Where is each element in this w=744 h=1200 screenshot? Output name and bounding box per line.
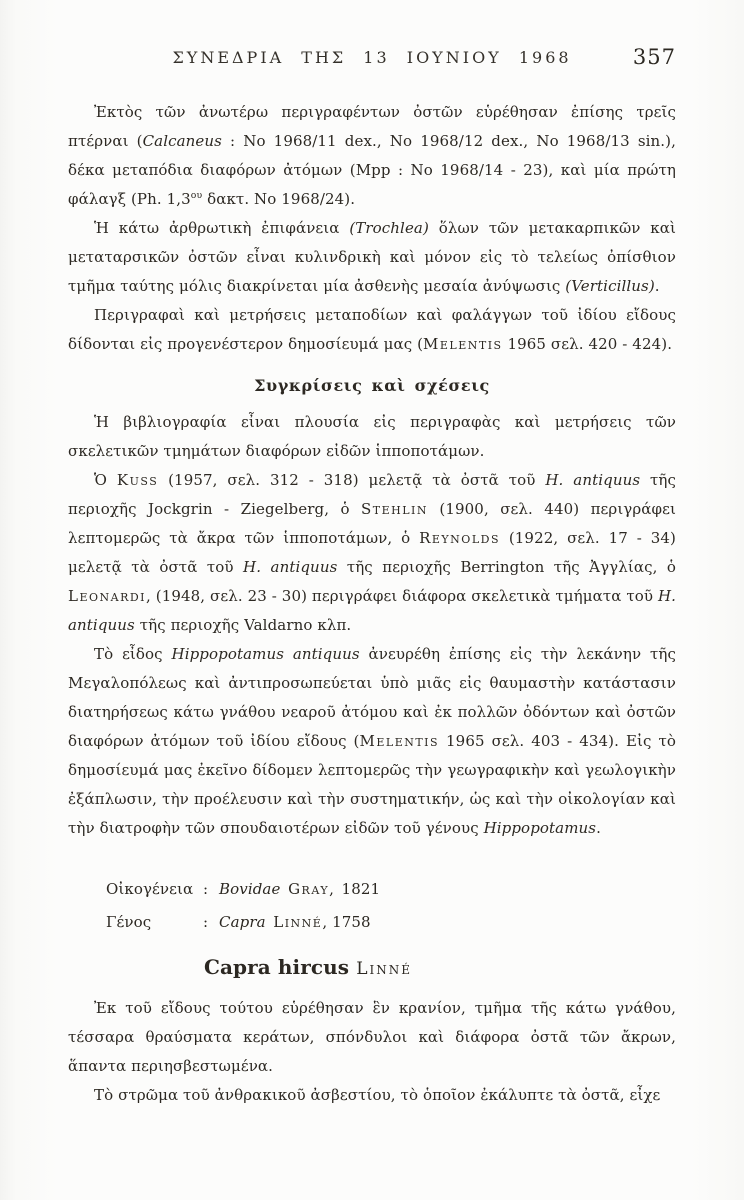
paragraph xyxy=(68,301,676,359)
text-segment: Τὸ στρῶμα τοῦ ἀνθρακικοῦ ἀσβεστίου, τὸ ὁποῖον ἐκάλυπτε τὰ ὀστᾶ, εἶχε xyxy=(94,1086,661,1104)
text-segment: δακτ. No 1968/24). xyxy=(202,190,356,208)
taxonomy-rank-label: Οἰκογένεια xyxy=(106,880,194,898)
text-segment: Bovidae xyxy=(219,880,281,898)
text-segment xyxy=(280,880,288,898)
text-segment: Περιγραφαὶ καὶ μετρήσεις μεταποδίων καὶ φαλάγγων τοῦ ἰδίου εἴδους δίδονται εἰς προγενέστερον δημοσίευμά μας ( xyxy=(68,306,676,353)
paragraph xyxy=(68,408,676,466)
text-segment: Gray xyxy=(288,880,330,898)
text-segment: Calcaneus xyxy=(142,132,222,150)
paragraph xyxy=(68,214,676,301)
text-segment: Stehlin xyxy=(361,500,429,518)
text-segment: : No 1968/11 dex., No 1968/12 dex., No 1968/13 sin.), δέκα μεταπόδια διαφόρων ἀτόμων (Mpp : No 1968/14 - 23), καὶ μία πρώτη φάλαγξ (Ph. 1,3 xyxy=(68,132,676,208)
species-heading xyxy=(4,953,612,984)
text-segment: H. antiquus xyxy=(545,471,641,489)
text-segment: H. antiquus xyxy=(243,558,338,576)
paragraph xyxy=(68,640,676,843)
text-segment: Ὁ xyxy=(94,471,117,489)
text-segment: . xyxy=(596,819,601,837)
taxonomy-block xyxy=(106,873,676,939)
text-segment: (Trochlea) xyxy=(349,219,429,237)
taxonomy-value xyxy=(219,873,380,906)
text-segment: Ἡ κάτω ἀρθρωτικὴ ἐπιφάνεια xyxy=(94,219,350,237)
text-segment: . xyxy=(654,277,660,295)
paragraph xyxy=(68,994,676,1081)
paragraph xyxy=(68,466,676,640)
text-segment: ου xyxy=(190,190,203,201)
text-segment: Hippopotamus xyxy=(483,819,597,837)
text-segment: , 1821 xyxy=(329,880,381,898)
text-segment: Ἐκτὸς τῶν ἀνωτέρω περιγραφέντων ὀστῶν εὑρέθησαν ἐπίσης τρεῖς πτέρναι ( xyxy=(68,103,676,150)
section-heading: Συγκρίσεις καὶ σχέσεις xyxy=(254,376,490,395)
text-segment: τῆς περιοχῆς Jockgrin - Ziegelberg, ὁ xyxy=(68,471,677,518)
text-segment: Melentis xyxy=(423,335,503,353)
text-segment: (1922, σελ. 17 - 34) μελετᾷ τὰ ὀστᾶ τοῦ xyxy=(68,529,676,576)
text-segment: , 1758 xyxy=(322,913,371,931)
text-segment: Τὸ εἶδος xyxy=(94,645,172,663)
paragraph xyxy=(68,1081,676,1110)
taxonomy-value xyxy=(219,906,371,939)
page-header xyxy=(68,45,676,74)
taxonomy-row xyxy=(106,873,676,906)
text-segment: τῆς περιοχῆς Valdarno κλπ. xyxy=(134,616,352,634)
text-segment: (Verticillus) xyxy=(565,277,655,295)
text-segment: ἀνευρέθη ἐπίσης εἰς τὴν λεκάνην τῆς Μεγαλοπόλεως καὶ ἀντιπροσωπεύεται ὑπὸ μιᾶς εἰς θαυμαστὴν κατάστασιν διατηρήσεως κάτω γνάθου νεαροῦ ἀτόμου καὶ ἐκ πολλῶν ὀδόντων καὶ ὀστῶν διαφόρων ἀτόμων τοῦ ἰδίου εἴδους ( xyxy=(68,645,676,750)
text-segment: Hippopotamus antiquus xyxy=(171,645,360,663)
taxonomy-row xyxy=(106,906,676,939)
text-segment: (1957, σελ. 312 - 318) μελετᾷ τὰ ὀστᾶ τοῦ xyxy=(158,471,546,489)
taxonomy-separator: : xyxy=(203,913,209,931)
running-title: ΣΥΝΕΔΡΙΑ ΤΗΣ 13 ΙΟΥΝΙΟΥ 1968 xyxy=(172,48,572,67)
text-segment: Leonardi xyxy=(68,587,147,605)
text-segment: τῆς περιοχῆς Berrington τῆς Ἀγγλίας, ὁ xyxy=(337,558,676,576)
text-segment: (1900, σελ. 440) περιγράφει λεπτομερῶς τὰ ἄκρα τῶν ἱπποποτάμων, ὁ xyxy=(68,500,676,547)
text-column xyxy=(68,0,676,1110)
page-number: 357 xyxy=(632,45,676,69)
taxonomy-rank-label: Γένος xyxy=(106,913,152,931)
text-segment: Ἐκ τοῦ εἴδους τούτου εὑρέθησαν ἓν κρανίον, τμῆμα τῆς κάτω γνάθου, τέσσαρα θραύσματα κεράτων, σπόνδυλοι καὶ διάφορα ὀστᾶ τῶν ἄκρων, ἅπαντα περιησβεστωμένα. xyxy=(68,999,676,1075)
text-segment: , (1948, σελ. 23 - 30) περιγράφει διάφορα σκελετικὰ τμήματα τοῦ xyxy=(146,587,658,605)
text-segment: Linné xyxy=(356,959,413,979)
taxonomy-separator: : xyxy=(203,880,209,898)
text-segment: Capra xyxy=(219,913,266,931)
paragraph xyxy=(68,98,676,214)
text-segment: Melentis xyxy=(359,732,440,750)
document-body xyxy=(68,98,676,1110)
text-segment: Linné xyxy=(273,913,323,931)
text-segment: Kuss xyxy=(116,471,159,489)
text-segment: 1965 σελ. 420 - 424). xyxy=(502,335,673,353)
text-segment: ὅλων τῶν μετακαρπικῶν καὶ μεταταρσικῶν ὀστῶν εἶναι κυλινδρικὴ καὶ μόνον εἰς τὸ τελείως ὀπίσθιον τμῆμα ταύτης μόλις διακρίνεται μία ἀσθενὴς μεσαία ἀνύψωσις xyxy=(68,219,676,295)
text-segment: H. antiquus xyxy=(68,587,676,634)
text-segment: 1965 σελ. 403 - 434). Εἰς τὸ δημοσίευμά μας ἐκεῖνο δίδομεν λεπτομερῶς τὴν γεωγραφικὴν καὶ γεωλογικὴν ἐξάπλωσιν, τὴν προέλευσιν καὶ τὴν συστηματικήν, ὡς καὶ τὴν οἰκολογίαν καὶ τὴν διατροφὴν τῶν σπουδαιοτέρων εἰδῶν τοῦ γένους xyxy=(68,732,676,837)
text-segment: Ἡ βιβλιογραφία εἶναι πλουσία εἰς περιγραφὰς καὶ μετρήσεις τῶν σκελετικῶν τμημάτων διαφόρων εἰδῶν ἱπποποτάμων. xyxy=(68,413,676,460)
text-segment: Capra hircus xyxy=(203,955,350,979)
text-segment: Reynolds xyxy=(419,529,500,547)
